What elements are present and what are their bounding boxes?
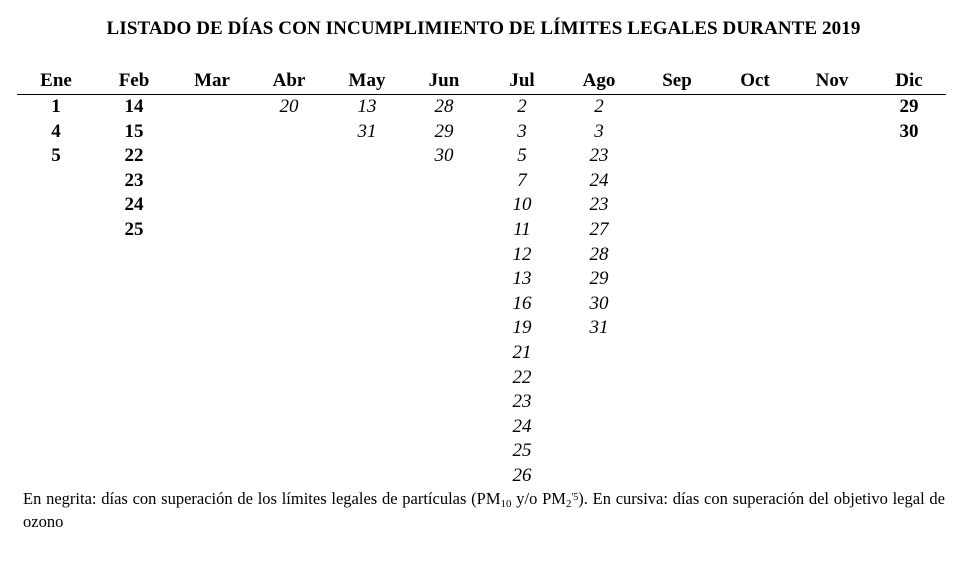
month-header: Oct — [740, 70, 770, 91]
day-list — [492, 95, 552, 489]
day-entry: 21 — [512, 341, 532, 363]
day-entry: 5 — [51, 145, 61, 167]
day-entry: 22 — [124, 145, 144, 167]
day-entry: 15 — [124, 120, 144, 142]
day-entry: 16 — [512, 292, 532, 314]
day-entry: 23 — [589, 145, 609, 167]
day-entry: 25 — [512, 440, 532, 462]
day-entry: 29 — [589, 268, 609, 290]
month-header: Sep — [662, 70, 692, 91]
footnote-subscript: 10 — [500, 498, 512, 510]
day-entry: 30 — [434, 145, 454, 167]
month-column-mar — [182, 68, 242, 95]
day-list — [104, 95, 164, 243]
day-entry: 31 — [357, 120, 377, 142]
day-entry: 20 — [279, 96, 299, 117]
day-entry: 3 — [517, 120, 527, 142]
month-header: Dic — [895, 70, 923, 91]
day-list — [569, 95, 629, 341]
day-entry: 29 — [434, 120, 454, 142]
month-header: Jun — [428, 70, 460, 91]
day-entry: 14 — [124, 96, 144, 117]
month-header: May — [348, 70, 386, 91]
day-entry: 27 — [589, 218, 609, 240]
day-entry: 31 — [589, 317, 609, 339]
month-header: Feb — [118, 70, 150, 91]
day-entry: 2 — [594, 96, 604, 117]
header-rule — [17, 94, 946, 95]
day-entry: 2 — [517, 96, 527, 117]
day-entry: 28 — [589, 243, 609, 265]
day-entry: 3 — [594, 120, 604, 142]
footnote-subscript: 2 — [565, 498, 572, 510]
day-entry: 12 — [512, 243, 532, 265]
month-column-may — [337, 68, 397, 144]
day-entry: 24 — [589, 169, 609, 191]
footnote-text: En negrita: días con superación de los límites legales de partículas (PM — [23, 489, 501, 508]
month-header: Mar — [194, 70, 230, 91]
day-entry: 26 — [512, 464, 532, 486]
day-entry: 5 — [517, 145, 527, 167]
month-column-ago — [569, 68, 629, 341]
day-entry: 29 — [899, 96, 919, 117]
day-entry: 24 — [512, 415, 532, 437]
day-entry: 30 — [589, 292, 609, 314]
day-entry: 23 — [512, 391, 532, 413]
footnote-subscript-group — [566, 489, 578, 508]
day-list — [879, 95, 939, 144]
month-column-jul — [492, 68, 552, 489]
day-entry: 24 — [124, 194, 144, 216]
day-entry: 28 — [434, 96, 454, 117]
month-header: Ene — [40, 70, 72, 91]
month-column-jun — [414, 68, 474, 169]
day-entry: 13 — [512, 268, 532, 290]
day-entry: 10 — [512, 194, 532, 216]
month-header: Abr — [272, 70, 306, 91]
day-entry: 23 — [124, 169, 144, 191]
month-header: Nov — [815, 70, 849, 91]
day-entry: 25 — [124, 218, 144, 240]
day-list — [259, 95, 319, 120]
day-entry: 19 — [512, 317, 532, 339]
month-column-nov — [802, 68, 862, 95]
footnote-superscript: '5 — [571, 492, 579, 503]
day-entry: 13 — [357, 96, 377, 117]
day-entry: 7 — [517, 169, 527, 191]
footnote — [23, 487, 945, 533]
month-column-ene — [26, 68, 86, 169]
day-entry: 1 — [51, 96, 61, 117]
month-header: Jul — [509, 70, 535, 91]
day-entry: 11 — [513, 218, 531, 240]
day-entry: 30 — [899, 120, 919, 142]
page-title: LISTADO DE DÍAS CON INCUMPLIMIENTO DE LÍMITES LEGALES DURANTE 2019 — [106, 18, 861, 39]
day-entry: 22 — [512, 366, 532, 388]
month-column-dic — [879, 68, 939, 144]
footnote-text: ). En cursiva: días con superación del objetivo legal de ozono — [23, 489, 945, 531]
day-list — [26, 95, 86, 169]
day-entry: 23 — [589, 194, 609, 216]
month-column-sep — [647, 68, 707, 95]
footnote-text: y/o PM — [511, 489, 566, 508]
day-list — [337, 95, 397, 144]
day-list — [414, 95, 474, 169]
day-entry: 4 — [51, 120, 61, 142]
month-header: Ago — [582, 70, 616, 91]
month-column-oct — [725, 68, 785, 95]
